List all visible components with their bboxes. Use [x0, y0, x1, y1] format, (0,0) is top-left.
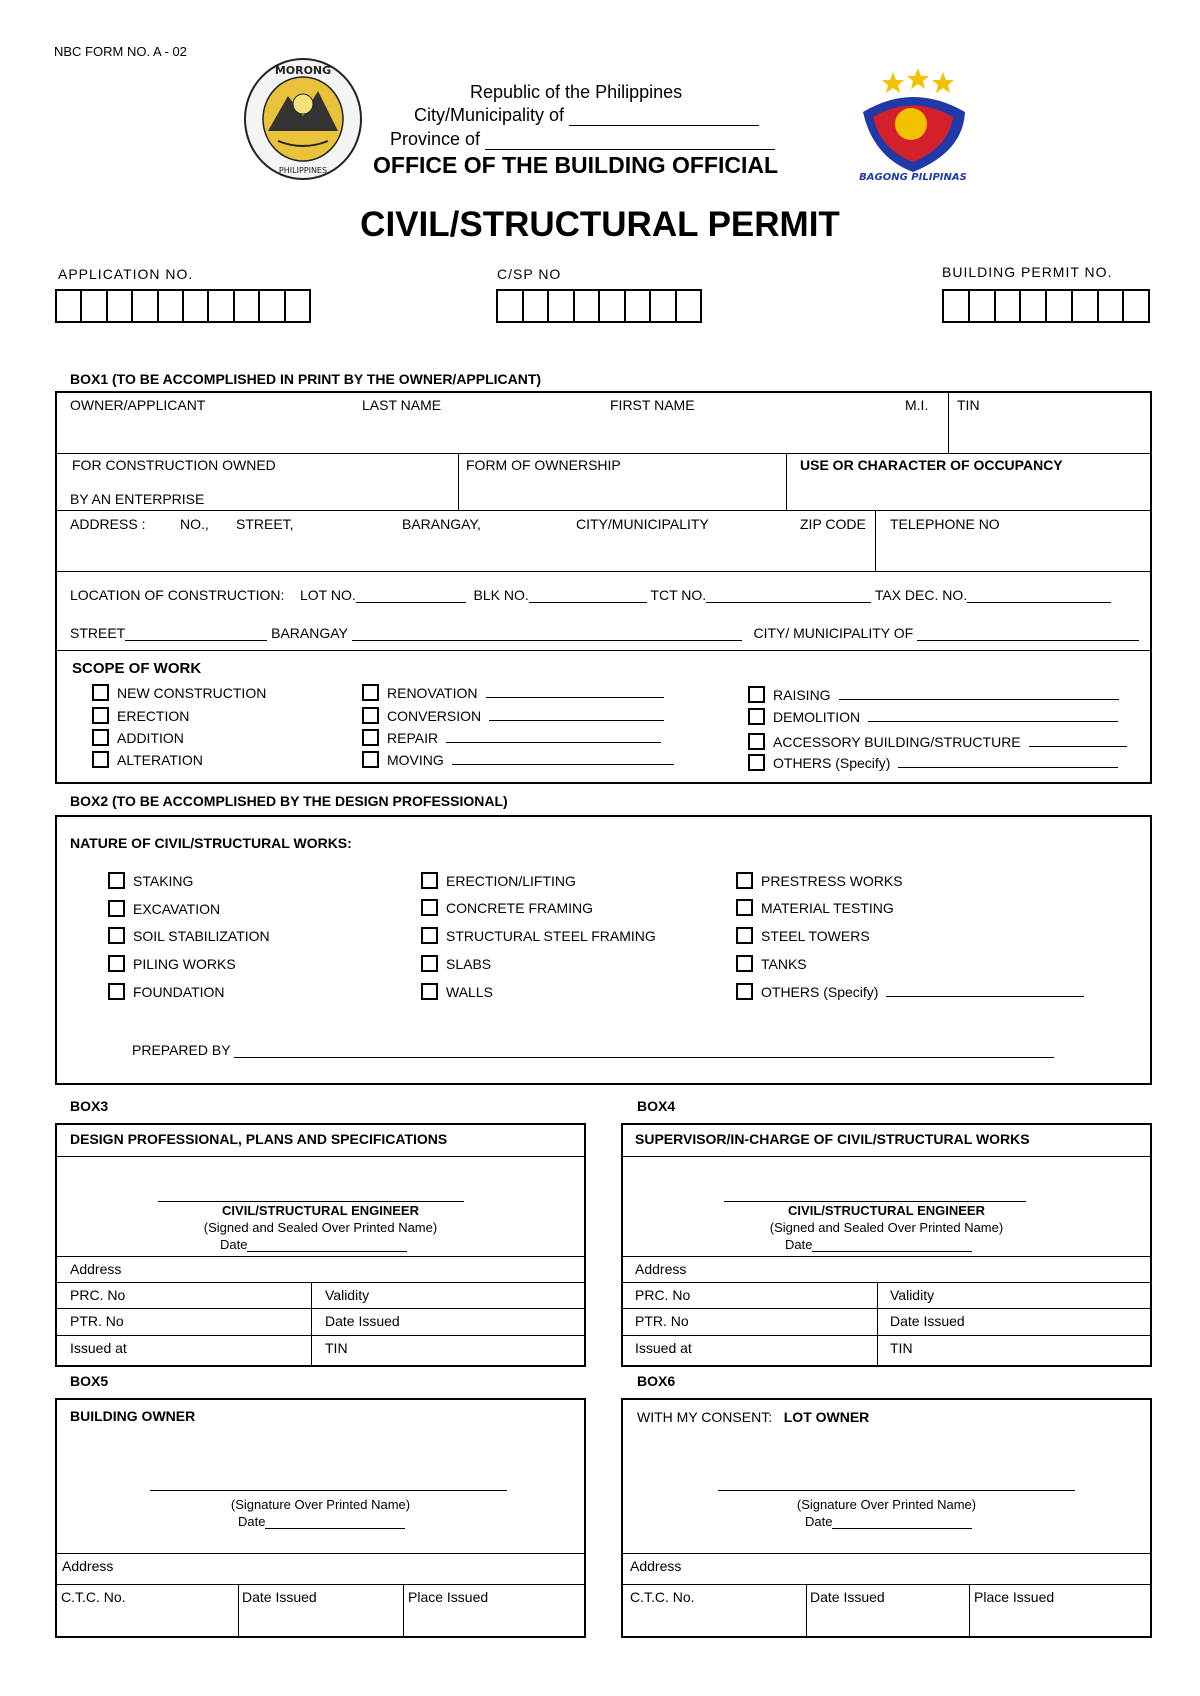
- building-permit-no-field[interactable]: [942, 289, 1150, 323]
- box3-signed-label: (Signed and Sealed Over Printed Name): [203, 1220, 438, 1235]
- box5-ctc-label: C.T.C. No.: [61, 1589, 126, 1605]
- box6-address-label: Address: [630, 1558, 682, 1574]
- checkbox-icon[interactable]: [362, 751, 379, 768]
- address-label: ADDRESS :: [70, 516, 146, 532]
- box4-date-line: Date: [785, 1237, 972, 1252]
- checkbox-icon[interactable]: [108, 927, 125, 944]
- address-no-label: NO.,: [180, 516, 209, 532]
- application-no-field[interactable]: [55, 289, 311, 323]
- checkbox-icon[interactable]: [362, 729, 379, 746]
- nature-steel-towers[interactable]: STEEL TOWERS: [736, 927, 870, 944]
- csp-no-field[interactable]: [496, 289, 702, 323]
- box4-issued-at-label: Issued at: [635, 1340, 692, 1356]
- application-no-label: APPLICATION NO.: [58, 266, 194, 282]
- box5-date-issued-label: Date Issued: [242, 1589, 317, 1605]
- box3-engineer-label: CIVIL/STRUCTURAL ENGINEER: [222, 1203, 419, 1218]
- box5-address-label: Address: [62, 1558, 114, 1574]
- checkbox-icon[interactable]: [736, 872, 753, 889]
- scope-erection[interactable]: ERECTION: [92, 707, 189, 724]
- box2-heading: BOX2 (TO BE ACCOMPLISHED BY THE DESIGN PROFESSIONAL): [70, 793, 508, 809]
- checkbox-icon[interactable]: [92, 707, 109, 724]
- nature-structural-steel-framing[interactable]: STRUCTURAL STEEL FRAMING: [421, 927, 656, 944]
- svg-text:BAGONG PILIPINAS: BAGONG PILIPINAS: [859, 172, 967, 182]
- box3-heading: DESIGN PROFESSIONAL, PLANS AND SPECIFICATIONS: [70, 1131, 448, 1147]
- address-city-label: CITY/MUNICIPALITY: [576, 516, 709, 532]
- box4-engineer-label: CIVIL/STRUCTURAL ENGINEER: [788, 1203, 985, 1218]
- nature-soil-stabilization[interactable]: SOIL STABILIZATION: [108, 927, 270, 944]
- svg-text:MORONG: MORONG: [274, 64, 332, 77]
- address-barangay-label: BARANGAY,: [402, 516, 481, 532]
- checkbox-icon[interactable]: [736, 983, 753, 1000]
- box3-label: BOX3: [70, 1098, 109, 1114]
- scope-new-construction[interactable]: NEW CONSTRUCTION: [92, 684, 266, 701]
- nature-of-works-label: NATURE OF CIVIL/STRUCTURAL WORKS:: [70, 835, 352, 851]
- checkbox-icon[interactable]: [108, 955, 125, 972]
- nature-prestress-works[interactable]: PRESTRESS WORKS: [736, 872, 903, 889]
- box4-validity-label: Validity: [890, 1287, 935, 1303]
- box3-prc-label: PRC. No: [70, 1287, 126, 1303]
- box3-ptr-label: PTR. No: [70, 1313, 124, 1329]
- tin-label: TIN: [957, 397, 980, 413]
- scope-raising[interactable]: RAISING: [748, 686, 1119, 703]
- checkbox-icon[interactable]: [421, 983, 438, 1000]
- scope-of-work-heading: SCOPE OF WORK: [72, 660, 202, 677]
- scope-renovation[interactable]: RENOVATION: [362, 684, 664, 701]
- checkbox-icon[interactable]: [362, 684, 379, 701]
- first-name-label: FIRST NAME: [610, 397, 695, 413]
- consent-line: WITH MY CONSENT: LOT OWNER: [637, 1409, 870, 1425]
- page-title: CIVIL/STRUCTURAL PERMIT: [360, 205, 840, 244]
- checkbox-icon[interactable]: [421, 927, 438, 944]
- scope-repair[interactable]: REPAIR: [362, 729, 661, 746]
- nature-foundation[interactable]: FOUNDATION: [108, 983, 225, 1000]
- for-construction-owned-label: FOR CONSTRUCTION OWNED: [72, 457, 276, 473]
- zip-code-label: ZIP CODE: [800, 516, 866, 532]
- republic-text: Republic of the Philippines: [470, 82, 683, 102]
- box1-heading: BOX1 (TO BE ACCOMPLISHED IN PRINT BY THE OWNER/APPLICANT): [70, 371, 542, 387]
- nature-staking[interactable]: STAKING: [108, 872, 193, 889]
- address-street-label: STREET,: [236, 516, 294, 532]
- nature-slabs[interactable]: SLABS: [421, 955, 491, 972]
- nature-erection-lifting[interactable]: ERECTION/LIFTING: [421, 872, 576, 889]
- checkbox-icon[interactable]: [748, 708, 765, 725]
- box5-date-line: Date: [238, 1514, 405, 1529]
- box4-date-issued-label: Date Issued: [890, 1313, 965, 1329]
- box4-label: BOX4: [637, 1098, 676, 1114]
- office-title: OFFICE OF THE BUILDING OFFICIAL: [373, 152, 779, 178]
- checkbox-icon[interactable]: [92, 729, 109, 746]
- box4-signed-label: (Signed and Sealed Over Printed Name): [769, 1220, 1004, 1235]
- building-permit-no-label: BUILDING PERMIT NO.: [942, 264, 1113, 280]
- csp-no-label: C/SP NO: [497, 266, 562, 282]
- nature-excavation[interactable]: EXCAVATION: [108, 900, 220, 917]
- checkbox-icon[interactable]: [736, 899, 753, 916]
- telephone-no-label: TELEPHONE NO: [890, 516, 1000, 532]
- scope-accessory-building[interactable]: ACCESSORY BUILDING/STRUCTURE: [748, 733, 1127, 750]
- box6-date-issued-label: Date Issued: [810, 1589, 885, 1605]
- box3-issued-at-label: Issued at: [70, 1340, 127, 1356]
- box4-prc-label: PRC. No: [635, 1287, 691, 1303]
- mi-label: M.I.: [905, 397, 929, 413]
- province-line: Province of: [390, 129, 775, 150]
- by-an-enterprise-label: BY AN ENTERPRISE: [70, 491, 205, 507]
- nature-walls[interactable]: WALLS: [421, 983, 493, 1000]
- box5-place-issued-label: Place Issued: [408, 1589, 489, 1605]
- city-line: City/Municipality of: [414, 105, 759, 126]
- box4-heading: SUPERVISOR/IN-CHARGE OF CIVIL/STRUCTURAL WORKS: [635, 1131, 1030, 1147]
- box6-date-line: Date: [805, 1514, 972, 1529]
- box6-place-issued-label: Place Issued: [974, 1589, 1055, 1605]
- checkbox-icon[interactable]: [748, 686, 765, 703]
- nature-piling-works[interactable]: PILING WORKS: [108, 955, 236, 972]
- last-name-label: LAST NAME: [362, 397, 442, 413]
- location-of-construction-line: LOCATION OF CONSTRUCTION: LOT NO. BLK NO. TCT NO. TAX DEC. NO.: [70, 587, 1111, 603]
- box3-address-label: Address: [70, 1261, 122, 1277]
- scope-others[interactable]: OTHERS (Specify): [748, 754, 1118, 771]
- scope-alteration[interactable]: ALTERATION: [92, 751, 203, 768]
- scope-addition[interactable]: ADDITION: [92, 729, 184, 746]
- checkbox-icon[interactable]: [108, 983, 125, 1000]
- box6-signature-label: (Signature Over Printed Name): [796, 1497, 977, 1512]
- prepared-by-line: PREPARED BY: [132, 1042, 1054, 1058]
- checkbox-icon[interactable]: [421, 899, 438, 916]
- checkbox-icon[interactable]: [748, 733, 765, 750]
- form-number: NBC FORM NO. A - 02: [54, 44, 187, 59]
- checkbox-icon[interactable]: [362, 707, 379, 724]
- municipal-seal-icon: [243, 56, 363, 182]
- box3-date-line: Date: [220, 1237, 407, 1252]
- building-owner-heading: BUILDING OWNER: [70, 1408, 196, 1424]
- use-or-character-label: USE OR CHARACTER OF OCCUPANCY: [800, 457, 1063, 473]
- checkbox-icon[interactable]: [748, 754, 765, 771]
- box3-date-issued-label: Date Issued: [325, 1313, 400, 1329]
- checkbox-icon[interactable]: [108, 872, 125, 889]
- nature-material-testing[interactable]: MATERIAL TESTING: [736, 899, 894, 916]
- svg-text:PHILIPPINES: PHILIPPINES: [278, 166, 328, 175]
- scope-demolition[interactable]: DEMOLITION: [748, 708, 1118, 725]
- box5-signature-label: (Signature Over Printed Name): [230, 1497, 411, 1512]
- nature-others[interactable]: OTHERS (Specify): [736, 983, 1084, 1000]
- checkbox-icon[interactable]: [421, 872, 438, 889]
- checkbox-icon[interactable]: [736, 955, 753, 972]
- box4-address-label: Address: [635, 1261, 687, 1277]
- box6-ctc-label: C.T.C. No.: [630, 1589, 695, 1605]
- scope-moving[interactable]: MOVING: [362, 751, 674, 768]
- box4-tin-label: TIN: [890, 1340, 913, 1356]
- owner-applicant-label: OWNER/APPLICANT: [70, 397, 206, 413]
- bagong-pilipinas-logo-icon: [853, 62, 973, 182]
- checkbox-icon[interactable]: [92, 684, 109, 701]
- form-of-ownership-label: FORM OF OWNERSHIP: [466, 457, 621, 473]
- checkbox-icon[interactable]: [736, 927, 753, 944]
- street-barangay-city-line: STREET BARANGAY CITY/ MUNICIPALITY OF: [70, 625, 1139, 641]
- nature-tanks[interactable]: TANKS: [736, 955, 807, 972]
- box5-label: BOX5: [70, 1373, 109, 1389]
- box3-validity-label: Validity: [325, 1287, 370, 1303]
- checkbox-icon[interactable]: [92, 751, 109, 768]
- box4-ptr-label: PTR. No: [635, 1313, 689, 1329]
- nature-concrete-framing[interactable]: CONCRETE FRAMING: [421, 899, 593, 916]
- box3-tin-label: TIN: [325, 1340, 348, 1356]
- scope-conversion[interactable]: CONVERSION: [362, 707, 664, 724]
- checkbox-icon[interactable]: [108, 900, 125, 917]
- box6-label: BOX6: [637, 1373, 676, 1389]
- checkbox-icon[interactable]: [421, 955, 438, 972]
